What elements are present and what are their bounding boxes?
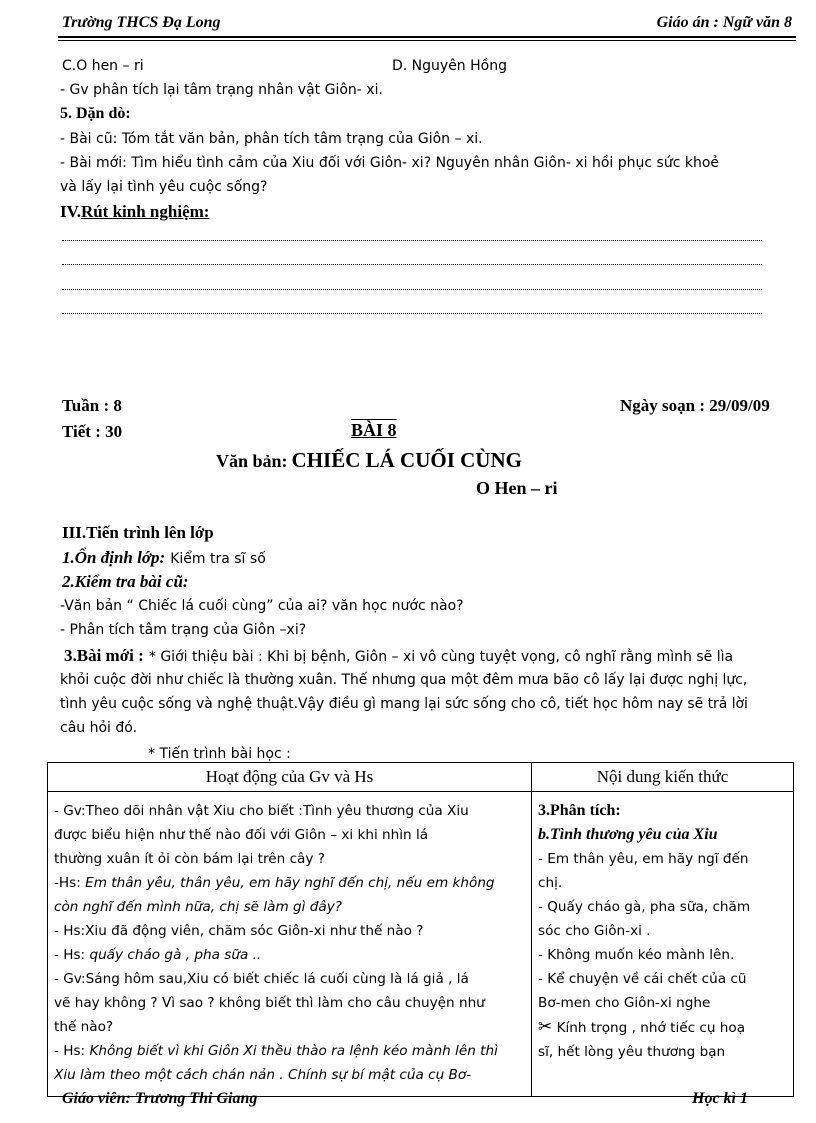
process-label: * Tiến trình bài học :: [148, 746, 291, 762]
header-rule-thick: [58, 36, 796, 38]
new-lesson-line-1: - Bài mới: Tìm hiểu tình cảm của Xiu đối với Giôn- xi? Nguyên nhân Giôn- xi hồi phục sức khoẻ: [60, 155, 720, 171]
content-line: [538, 1015, 787, 1040]
col-activity-header: Hoạt động của Gv và Hs: [48, 763, 532, 792]
section-4-title: Rút kinh nghiệm:: [80, 202, 210, 221]
dotted-line-2: [62, 264, 762, 265]
content-subheading: b.Tình thương yêu của Xiu: [538, 826, 718, 843]
activity-line: còn nghĩ đến mình nữa, chị sẽ làm gì đây?: [54, 899, 342, 915]
lesson-table: [47, 762, 794, 1097]
old-lesson-line: - Bài cũ: Tóm tắt văn bản, phân tích tâm trạng của Giôn – xi.: [60, 131, 483, 147]
header-school: Trường THCS Đạ Long: [62, 14, 221, 31]
option-d: D. Nguyên Hồng: [392, 58, 507, 74]
week-label: Tuần : 8: [62, 396, 122, 415]
table-header-row: [48, 763, 794, 792]
activity-line: [54, 943, 525, 967]
step-2-label: 2.Kiểm tra bài cũ:: [62, 572, 189, 591]
header-rule-thin: [58, 40, 796, 41]
col-content-header: Nội dung kiến thức: [532, 763, 794, 792]
activity-line: thường xuân ít ỏi còn bám lại trên cây ?: [54, 851, 325, 867]
activity-line: - Gv:Sáng hôm sau,Xiu có biết chiếc lá cuối cùng là lá giả , lá: [54, 971, 469, 987]
footer-teacher: Giáo viên: Trương Thi Giang: [62, 1090, 258, 1107]
footer-term: Học kì 1: [692, 1090, 748, 1107]
activity-cell: [48, 792, 532, 1097]
step-1-label: 1.Ổn định lớp:: [62, 548, 166, 567]
new-lesson-line-2: và lấy lại tình yêu cuộc sống?: [60, 179, 268, 195]
content-line: - Em thân yêu, em hãy ngĩ đến: [538, 851, 749, 867]
period-label: Tiết : 30: [62, 422, 123, 441]
lesson-number-text: BÀI 8: [351, 420, 397, 440]
intro-line-1: * Giới thiệu bài : Khi bị bệnh, Giôn – xi vô cùng tuyệt vọng, cô nghĩ rằng mình sẽ lìa: [148, 649, 734, 665]
activity-line: vẽ hay không ? Vì sao ? không biết thì làm cho câu chuyện như: [54, 995, 485, 1011]
activity-line: [54, 1039, 525, 1063]
section-5-number: 5.: [60, 105, 72, 122]
activity-line: - Gv:Theo dõi nhân vật Xiu cho biết :Tình yêu thương của Xiu: [54, 803, 469, 819]
section-4-number: IV.: [60, 202, 81, 221]
content-line: - Quấy cháo gà, pha sữa, chăm: [538, 899, 751, 915]
step-1-line: [62, 548, 266, 568]
content-line: Bơ-men cho Giôn-xi nghe: [538, 995, 711, 1011]
lesson-number: [351, 420, 397, 441]
content-cell: [532, 792, 794, 1097]
hs-prefix: - Hs:: [54, 1043, 90, 1059]
hs-answer: Em thân yêu, thân yêu, em hãy nghĩ đến chị, nếu em không: [85, 875, 495, 891]
activity-line: Xiu làm theo một cách chán nản . Chính sự bí mật của cụ Bơ-: [54, 1067, 472, 1083]
dotted-line-1: [62, 240, 762, 241]
intro-line-3: tình yêu cuộc sống và nghệ thuật.Vậy điều gì mang lại sức sống cho cô, tiết học hôm nay sẽ trả lời: [60, 696, 748, 712]
activity-line: [54, 871, 525, 895]
text-title-line: [216, 448, 522, 473]
section-5-heading: [60, 105, 131, 123]
section-4-heading: [60, 202, 209, 222]
dotted-line-4: [62, 313, 762, 314]
content-line: - Không muốn kéo mành lên.: [538, 947, 735, 963]
prepare-date: Ngày soạn : 29/09/09: [620, 396, 770, 415]
activity-line: - Hs:Xiu đã động viên, chăm sóc Giôn-xi như thế nào ?: [54, 923, 424, 939]
activity-line: thế nào?: [54, 1019, 114, 1035]
step-3-line: [64, 646, 733, 666]
scissors-icon: ✂: [538, 1017, 553, 1037]
dotted-line-3: [62, 289, 762, 290]
review-question-1: -Văn bản “ Chiếc lá cuối cùng” của ai? văn học nước nào?: [60, 598, 464, 614]
step-1-text: Kiểm tra sĩ số: [170, 551, 266, 567]
author-name: O Hen – ri: [476, 478, 558, 498]
content-line: chị.: [538, 875, 563, 891]
step-3-label: 3.Bài mới :: [64, 646, 144, 665]
header-subject: Giáo án : Ngữ văn 8: [656, 14, 792, 31]
hs-answer: Không biết vì khi Giôn Xi thều thào ra lệnh kéo mành lên thì: [89, 1043, 498, 1059]
content-heading: 3.Phân tích:: [538, 802, 621, 819]
hs-prefix: - Hs:: [54, 947, 90, 963]
content-line: sóc cho Giôn-xi .: [538, 923, 651, 939]
section-3-heading: III.Tiến trình lên lớp: [62, 523, 214, 542]
hs-prefix: -Hs:: [54, 875, 86, 891]
content-text: Kính trọng , nhớ tiếc cụ hoạ: [556, 1020, 746, 1036]
intro-line-4: câu hỏi đó.: [60, 720, 138, 736]
text-prefix: Văn bản:: [216, 451, 288, 471]
review-question-2: - Phân tích tâm trạng của Giôn –xi?: [60, 622, 307, 638]
intro-line-2: khỏi cuộc đời như chiếc là thường xuân. Thế nhưng qua một đêm mưa bão cô lấy lại được nghị lực,: [60, 672, 748, 688]
hs-answer: quấy cháo gà , pha sữa ..: [89, 947, 262, 963]
content-line: sĩ, hết lòng yêu thương bạn: [538, 1044, 726, 1060]
gv-analysis-line: - Gv phân tích lại tâm trạng nhân vật Giôn- xi.: [60, 82, 383, 98]
section-5-title: Dặn dò:: [76, 105, 131, 122]
table-row: [48, 792, 794, 1097]
content-line: - Kể chuyện về cái chết của cũ: [538, 971, 747, 987]
text-title: CHIẾC LÁ CUỐI CÙNG: [291, 448, 522, 472]
activity-line: được biểu hiện như thế nào đối với Giôn – xi khi nhìn lá: [54, 827, 429, 843]
option-c: C.O hen – ri: [62, 58, 144, 74]
